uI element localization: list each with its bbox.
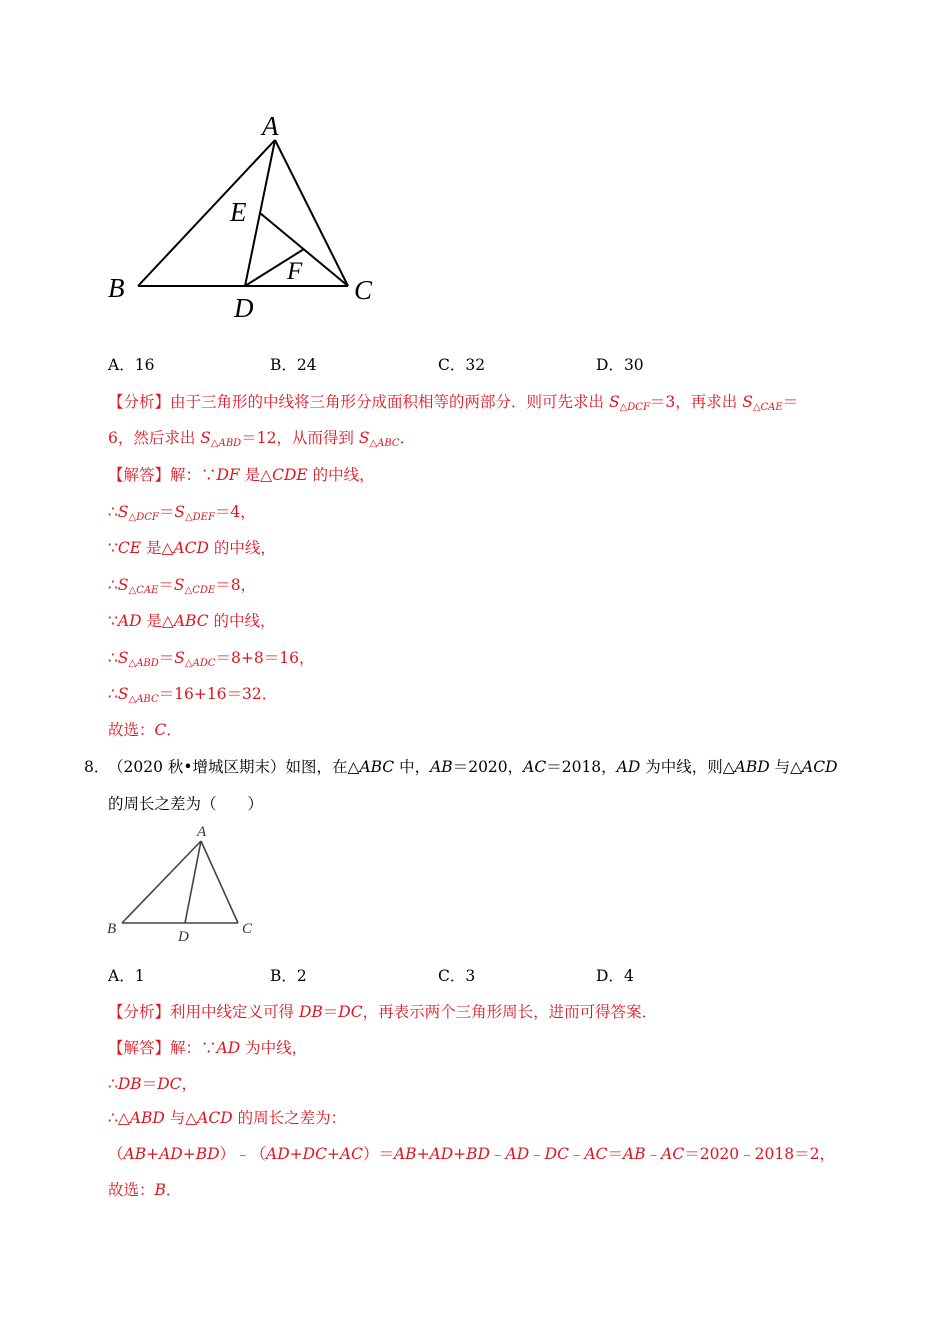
q8-option-b[interactable]: B．2 <box>270 967 307 985</box>
triangle-figure-2 <box>100 820 270 945</box>
q8-analysis: 【分析】利用中线定义可得 DB＝DC，再表示两个三角形周长，进而可得答案． <box>108 1003 658 1021</box>
label-A: A <box>197 824 207 840</box>
label-F: F <box>287 258 303 285</box>
q8-step2: ∴DB＝DC， <box>108 1075 198 1093</box>
triangle-figure-1 <box>100 105 390 325</box>
q8-options <box>108 966 808 986</box>
segment-AB <box>138 140 275 286</box>
q7-option-a[interactable]: A．16 <box>108 356 155 374</box>
segment-AC <box>201 841 238 923</box>
q7-step3: ∵CE 是△ACD 的中线， <box>108 539 276 557</box>
label-C: C <box>242 921 253 937</box>
q8-final-choice: 故选：B． <box>108 1181 182 1199</box>
q7-step5: ∵AD 是△ABC 的中线， <box>108 612 276 630</box>
q8-option-c[interactable]: C．3 <box>438 967 476 985</box>
segment-AC <box>275 140 348 286</box>
q7-option-b[interactable]: B．24 <box>270 356 317 374</box>
q8-answer-line1: 【解答】解：∵AD 为中线， <box>108 1039 308 1057</box>
q7-step7: $\therefore S_{\triangle ABC}=16+16=32$． <box>108 685 278 705</box>
q7-option-d[interactable]: D．30 <box>596 356 644 374</box>
q8-step4: （AB+AD+BD）﹣（AD+DC+AC）＝AB+AD+BD﹣AD﹣DC﹣AC＝AB﹣AC＝2020﹣2018＝2， <box>108 1145 835 1163</box>
q8-option-a[interactable]: A．1 <box>108 967 145 985</box>
q8-stem-line1: （2020 秋•增城区期末）如图，在△ABC 中，AB＝2020，AC＝2018，AD 为中线，则△ABD 与△ACD <box>108 758 838 776</box>
label-B: B <box>108 273 125 303</box>
label-E: E <box>230 197 247 227</box>
label-D: D <box>178 929 189 945</box>
q8-number: 8． <box>84 758 110 776</box>
q7-analysis-line2: 6，然后求出 $S_{\triangle ABD}=12$，从而得到 $S_{\triangle ABC}$． <box>108 429 416 449</box>
segment-AD <box>185 841 201 923</box>
q8-option-d[interactable]: D．4 <box>596 967 634 985</box>
label-B: B <box>107 921 117 937</box>
q8-stem-line2: 的周长之差为（ ） <box>108 795 264 813</box>
label-A: A <box>262 111 279 141</box>
q7-option-c[interactable]: C．32 <box>438 356 486 374</box>
q7-answer-line1: 【解答】解：∵DF 是△CDE 的中线， <box>108 466 375 484</box>
q8-step3: ∴△ABD 与△ACD 的周长之差为： <box>108 1109 347 1127</box>
q7-step4: $\therefore S_{\triangle CAE}=S_{\triangle CDE}=8$， <box>108 576 257 596</box>
q7-options <box>108 355 808 375</box>
q7-step6: $\therefore S_{\triangle ABD}=S_{\triangle ADC}=8+8=16$， <box>108 649 315 669</box>
q7-analysis-line1: 【分析】由于三角形的中线将三角形分成面积相等的两部分．则可先求出 $S_{\triangle DCF}=3$，再求出 $S_{\triangle CAE}=$ <box>108 393 799 413</box>
q7-step2: $\therefore S_{\triangle DCF}=S_{\triangle DEF}=4$， <box>108 503 256 523</box>
q7-final-choice: 故选：C． <box>108 721 182 739</box>
label-D: D <box>234 293 254 323</box>
label-C: C <box>354 275 373 305</box>
segment-AB <box>122 841 201 923</box>
